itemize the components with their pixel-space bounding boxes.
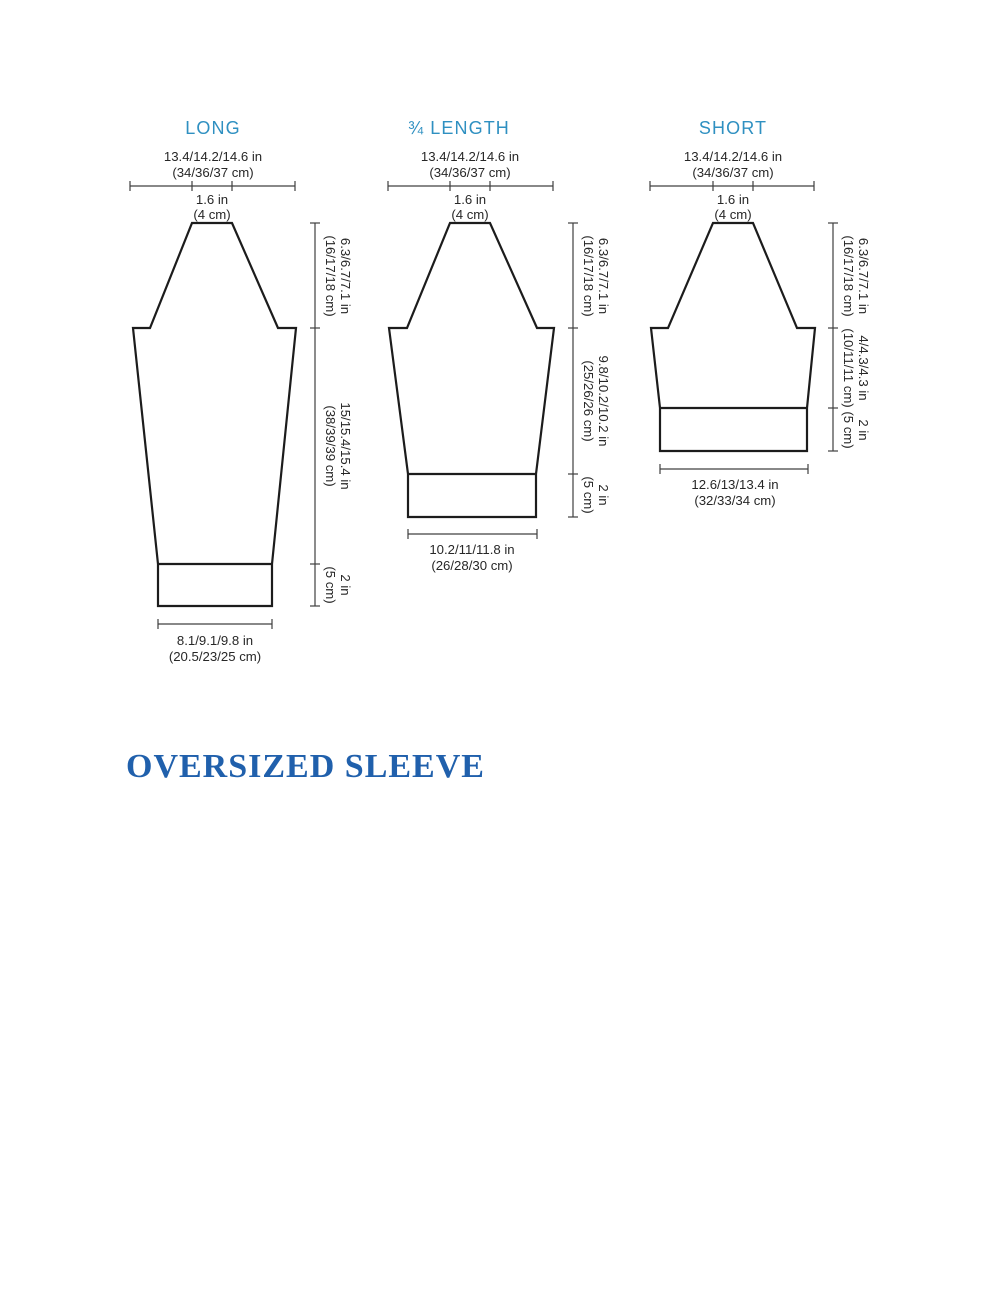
cuff-height-label-in: 2 in [338,574,353,596]
sleeve-outline [133,223,296,606]
cuff-height-label-in: 2 in [856,419,871,441]
cuff-width-dimension [408,529,537,539]
cuff-height-label-cm: (5 cm) [323,566,338,604]
section-heading: OVERSIZED SLEEVE [126,748,485,785]
cuff-height-label-cm: (5 cm) [581,476,596,514]
body-length-label-in: 15/15.4/15.4 in [338,402,353,490]
cap-height-label-cm: (16/17/18 cm) [841,235,856,317]
cuff-width-label-cm: (26/28/30 cm) [431,558,513,573]
body-length-label-in: 9.8/10.2/10.2 in [596,355,611,447]
cap-height-label-in: 6.3/6.7/7.1 in [856,237,871,315]
top-width-label-cm: (34/36/37 cm) [692,165,774,180]
sleeve-outline [651,223,815,451]
cuff-width-dimension [158,619,272,629]
body-length-label-cm: (10/11/11 cm) [841,328,856,408]
diagram-three-quarter-length [388,118,611,573]
cuff-width-label-in: 8.1/9.1/9.8 in [176,633,254,648]
top-width-label-in: 13.4/14.2/14.6 in [420,149,520,164]
top-width-dimension [130,181,295,191]
body-length-label-cm: (25/26/26 cm) [581,360,596,442]
body-length-label-in: 4/4.3/4.3 in [856,335,871,401]
cap-top-label-cm: (4 cm) [193,207,231,222]
body-length-label-cm: (38/39/39 cm) [323,405,338,487]
top-width-label-cm: (34/36/37 cm) [172,165,254,180]
diagram-long [130,118,353,664]
top-width-dimension [388,181,553,191]
cap-height-label-cm: (16/17/18 cm) [581,235,596,317]
cuff-width-label-cm: (20.5/23/25 cm) [168,649,262,664]
cap-top-label-cm: (4 cm) [714,207,752,222]
cuff-width-label-cm: (32/33/34 cm) [694,493,776,508]
diagram-title: LONG [185,118,241,138]
diagram-title: ¾ LENGTH [408,118,510,138]
top-width-label-in: 13.4/14.2/14.6 in [163,149,263,164]
cuff-height-label-in: 2 in [596,484,611,506]
top-width-label-in: 13.4/14.2/14.6 in [683,149,783,164]
cap-height-label-in: 6.3/6.7/7.1 in [338,237,353,315]
diagram-title: SHORT [698,118,768,138]
top-width-dimension [650,181,814,191]
cap-height-label-in: 6.3/6.7/7.1 in [596,237,611,315]
right-dimension-line [568,223,578,517]
cap-top-label-cm: (4 cm) [451,207,489,222]
cuff-height-label-cm: (5 cm) [841,411,856,449]
cuff-width-label-in: 10.2/11/11.8 in [429,542,515,557]
cap-top-label-in: 1.6 in [195,192,229,207]
cap-top-label-in: 1.6 in [716,192,750,207]
diagram-short [650,118,871,508]
cuff-width-label-in: 12.6/13/13.4 in [691,477,779,492]
right-dimension-line [310,223,320,606]
cap-height-label-cm: (16/17/18 cm) [323,235,338,317]
cap-top-label-in: 1.6 in [453,192,487,207]
right-dimension-line [828,223,838,451]
cuff-width-dimension [660,464,808,474]
top-width-label-cm: (34/36/37 cm) [429,165,511,180]
